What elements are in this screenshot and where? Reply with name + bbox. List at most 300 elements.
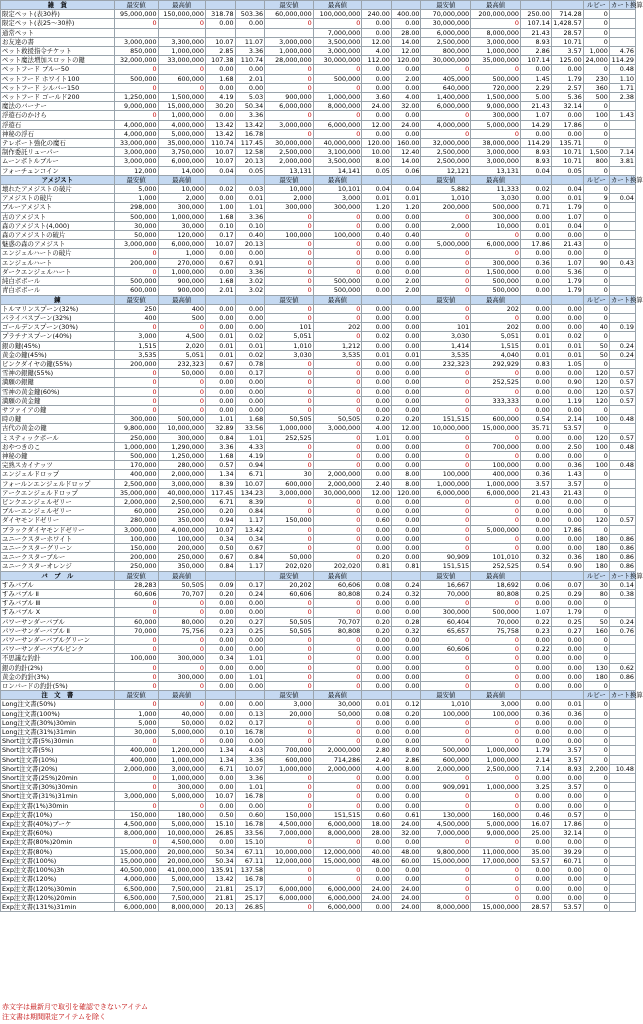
price-high-3-cell: 252,525 (471, 562, 521, 571)
price-low-3-cell: 0 (421, 774, 471, 783)
price-high-3-cell: 0 (471, 516, 521, 525)
rate-high-3-cell: 0.27 (551, 626, 583, 635)
rate-low-3-cell: 0.01 (520, 341, 551, 350)
price-low-2-cell: 7,000,000 (265, 829, 314, 838)
rate-low-2-cell: 0.00 (362, 728, 392, 737)
rate-low-2-cell: 0.00 (362, 654, 392, 663)
header-cart-rate: カート換算 (610, 1, 643, 9)
price-low-1-cell: 0 (114, 608, 158, 617)
item-name-cell: トルマリンスプーン(32%) (1, 304, 115, 313)
price-low-3-cell: 90,909 (421, 553, 471, 562)
price-low-2-cell: 0 (265, 792, 314, 801)
price-low-3-cell: 6,000,000 (421, 28, 471, 37)
rate-high-1-cell: 0.01 (235, 341, 265, 350)
rupee-cell: 0 (583, 470, 609, 479)
item-name-cell: 銀の釣針(2%) (1, 663, 115, 672)
price-low-2-cell: 3,000,000 (265, 488, 314, 497)
section-header (1, 1, 636, 10)
header-rate-high-2 (391, 1, 421, 10)
rate-high-3-cell: 0.01 (551, 341, 583, 350)
price-low-3-cell: 0 (421, 378, 471, 387)
rupee-cell: 0 (583, 497, 609, 506)
rate-high-1-cell: 0.00 (235, 65, 265, 74)
rate-high-1-cell: 0.00 (235, 387, 265, 396)
cart-rate-cell (609, 166, 635, 175)
rate-high-2-cell: 48.00 (391, 847, 421, 856)
price-low-1-cell: 32,000,000 (114, 56, 158, 65)
header-price-high-1: 最高値 (158, 175, 205, 184)
cart-rate-cell: 7.14 (609, 148, 635, 157)
rate-high-3-cell: 135.71 (551, 139, 583, 148)
cart-rate-cell (609, 645, 635, 654)
header-cart-rate: カート換算 (610, 571, 643, 580)
price-low-2-cell: 10,000 (265, 185, 314, 194)
item-name-cell: ペット魔法増加スロットの鍵 (1, 56, 115, 65)
price-high-1-cell: 250,000 (158, 553, 205, 562)
price-high-2-cell: 0 (313, 516, 362, 525)
price-high-1-cell: 2,000,000 (158, 470, 205, 479)
header-price-high-2: 最高値 (313, 691, 362, 700)
price-high-2-cell: 6,000,000 (313, 902, 362, 911)
price-high-2-cell: 0 (313, 442, 362, 451)
rate-high-2-cell: 0.00 (391, 111, 421, 120)
cart-rate-cell (609, 359, 635, 368)
rate-low-1-cell: 0.00 (205, 599, 235, 608)
price-high-2-cell: 100,000,000 (313, 10, 362, 19)
rate-low-3-cell: 28.57 (520, 902, 551, 911)
rate-low-1-cell: 0.00 (205, 774, 235, 783)
price-low-2-cell: 4,500,000 (265, 820, 314, 829)
price-high-3-cell: 11,333 (471, 185, 521, 194)
price-high-2-cell: 0 (313, 129, 362, 138)
price-low-3-cell: 0 (421, 672, 471, 681)
rate-high-1-cell: 0.00 (235, 323, 265, 332)
price-high-1-cell: 2,000 (158, 194, 205, 203)
rate-low-2-cell: 0.00 (362, 682, 392, 691)
rate-high-1-cell: 25.17 (235, 884, 265, 893)
rate-high-2-cell: 0.00 (391, 497, 421, 506)
price-low-2-cell: 2,500,000 (265, 148, 314, 157)
price-low-2-cell: 0 (265, 783, 314, 792)
rate-low-2-cell: 0.00 (362, 323, 392, 332)
rate-low-1-cell: 10.07 (205, 240, 235, 249)
rupee-cell: 500 (583, 93, 609, 102)
rate-low-1-cell: 1.01 (205, 415, 235, 424)
rate-low-1-cell: 0.67 (205, 258, 235, 267)
price-low-1-cell: 100,000 (114, 654, 158, 663)
cart-rate-cell (609, 829, 635, 838)
price-low-2-cell: 0 (265, 866, 314, 875)
price-low-3-cell: 0 (421, 249, 471, 258)
rate-high-3-cell: 0.00 (551, 516, 583, 525)
rate-low-3-cell: 0.02 (520, 185, 551, 194)
table-row (1, 774, 636, 783)
price-low-1-cell: 150,000 (114, 543, 158, 552)
rate-low-2-cell: 0.00 (362, 461, 392, 470)
header-rate-high-2 (391, 295, 421, 304)
cart-rate-cell: 0.04 (609, 194, 635, 203)
price-high-2-cell: 0 (313, 875, 362, 884)
price-high-2-cell: 0 (313, 387, 362, 396)
price-high-3-cell: 0 (471, 507, 521, 516)
rate-high-1-cell: 0.00 (235, 682, 265, 691)
rate-low-2-cell: 2.40 (362, 755, 392, 764)
rate-high-3-cell: 10.71 (551, 37, 583, 46)
price-high-1-cell: 900,000 (158, 286, 205, 295)
price-low-2-cell: 0 (265, 304, 314, 313)
price-high-2-cell: 0 (313, 249, 362, 258)
item-name-cell: すみバブル (1, 580, 115, 589)
price-high-3-cell: 5,000,000 (471, 120, 521, 129)
item-name-cell: Short注文書(5%) (1, 746, 115, 755)
rate-high-3-cell: 21.43 (551, 488, 583, 497)
rate-high-2-cell: 0.81 (391, 562, 421, 571)
rupee-cell: 0 (583, 10, 609, 19)
rate-low-1-cell: 1.34 (205, 746, 235, 755)
rate-high-2-cell: 8.00 (391, 746, 421, 755)
rate-high-3-cell: 32.14 (551, 102, 583, 111)
rate-low-3-cell: 0.25 (520, 590, 551, 599)
rate-low-3-cell: 0.54 (520, 415, 551, 424)
header-rate-high-1 (235, 571, 265, 580)
rate-low-3-cell: 0.00 (520, 893, 551, 902)
cart-rate-cell (609, 405, 635, 414)
header-rupee: ルピー (583, 691, 609, 700)
item-name-cell: Long注文書(50%) (1, 700, 115, 709)
table-row (1, 442, 636, 451)
rate-low-2-cell: 0.24 (362, 590, 392, 599)
price-low-2-cell: 0 (265, 405, 314, 414)
price-low-2-cell: 3,000,000 (265, 120, 314, 129)
cart-rate-cell (609, 654, 635, 663)
rupee-cell: 0 (583, 755, 609, 764)
rupee-cell: 0 (583, 185, 609, 194)
rate-high-2-cell: 160.00 (391, 139, 421, 148)
price-low-2-cell: 0 (265, 525, 314, 534)
price-high-1-cell: 0 (158, 737, 205, 746)
rupee-cell: 0 (583, 451, 609, 460)
rate-high-2-cell: 0.00 (391, 525, 421, 534)
rate-low-2-cell: 0.00 (362, 396, 392, 405)
rate-low-1-cell: 0.00 (205, 313, 235, 322)
rate-low-3-cell: 21.43 (520, 28, 551, 37)
price-low-2-cell: 0 (265, 461, 314, 470)
table-row (1, 562, 636, 571)
rate-high-3-cell: 0.00 (551, 369, 583, 378)
price-high-1-cell: 5,000,000 (158, 728, 205, 737)
header-price-low-1: 最安値 (114, 571, 158, 580)
table-row (1, 212, 636, 221)
price-high-1-cell: 6,000,000 (158, 240, 205, 249)
price-high-3-cell: 1,500,000 (471, 267, 521, 276)
rate-low-1-cell: 0.50 (205, 543, 235, 552)
price-high-1-cell: 300,000 (158, 433, 205, 442)
price-high-3-cell: 5,000,000 (471, 525, 521, 534)
price-low-1-cell: 600,000 (114, 286, 158, 295)
rate-high-3-cell: 0.05 (551, 166, 583, 175)
price-low-2-cell: 1,000,000 (265, 47, 314, 56)
rate-low-2-cell: 0.60 (362, 810, 392, 819)
rate-high-1-cell: 16.78 (235, 875, 265, 884)
rate-high-1-cell: 0.91 (235, 258, 265, 267)
rate-low-2-cell: 0.00 (362, 387, 392, 396)
price-high-3-cell: 1,000,000 (471, 47, 521, 56)
price-high-2-cell: 202,020 (313, 562, 362, 571)
price-high-2-cell: 0 (313, 737, 362, 746)
rate-low-1-cell: 110.74 (205, 139, 235, 148)
rate-low-2-cell: 8.00 (362, 157, 392, 166)
rupee-cell: 0 (583, 737, 609, 746)
rate-high-1-cell: 0.00 (235, 304, 265, 313)
price-high-3-cell: 17,000,000 (471, 856, 521, 865)
rate-high-3-cell: 0.00 (551, 663, 583, 672)
table-row (1, 323, 636, 332)
cart-rate-cell: 10.48 (609, 764, 635, 773)
rate-low-2-cell: 0.00 (362, 19, 392, 28)
header-price-high-3: 最高値 (471, 571, 521, 580)
price-low-3-cell: 2,000,000 (421, 764, 471, 773)
item-name-cell: ペットフード ブルー50 (1, 65, 115, 74)
price-low-1-cell: 4,500,000 (114, 820, 158, 829)
price-high-3-cell: 38,000,000 (471, 139, 521, 148)
rate-high-2-cell: 0.00 (391, 433, 421, 442)
cart-rate-cell: 0.38 (609, 590, 635, 599)
price-high-3-cell: 300,000 (471, 111, 521, 120)
rate-low-2-cell: 0.40 (362, 231, 392, 240)
table-row (1, 56, 636, 65)
rate-low-2-cell: 0.00 (362, 341, 392, 350)
rate-low-1-cell: 0.00 (205, 267, 235, 276)
price-high-1-cell: 40,000 (158, 709, 205, 718)
rate-high-3-cell: 0.00 (551, 774, 583, 783)
rate-high-2-cell: 0.00 (391, 378, 421, 387)
rate-high-2-cell: 8.00 (391, 479, 421, 488)
rate-high-2-cell: 28.00 (391, 28, 421, 37)
cart-rate-cell (609, 838, 635, 847)
rate-high-3-cell: 39.29 (551, 847, 583, 856)
rate-low-2-cell: 0.00 (362, 866, 392, 875)
price-high-3-cell: 500,000 (471, 74, 521, 83)
rate-low-2-cell: 0.00 (362, 525, 392, 534)
rate-high-1-cell: 0.17 (235, 369, 265, 378)
price-high-1-cell: 500,000 (158, 415, 205, 424)
rate-low-1-cell: 0.34 (205, 534, 235, 543)
price-low-2-cell: 60,606 (265, 590, 314, 599)
rate-low-1-cell: 0.00 (205, 83, 235, 92)
rate-low-3-cell: 0.00 (520, 599, 551, 608)
rate-high-2-cell: 0.00 (391, 387, 421, 396)
header-cart-rate: カート換算 (610, 691, 643, 700)
rupee-cell: 0 (583, 332, 609, 341)
table-row (1, 387, 636, 396)
price-high-3-cell: 720,000 (471, 83, 521, 92)
rupee-cell: 0 (583, 166, 609, 175)
rate-low-1-cell: 0.23 (205, 626, 235, 635)
item-name-cell: Exp注文書(100%) (1, 856, 115, 865)
price-high-3-cell: 1,000,000 (471, 755, 521, 764)
rate-high-1-cell: 0.60 (235, 810, 265, 819)
table-row (1, 111, 636, 120)
price-high-1-cell: 1,200,000 (158, 746, 205, 755)
rupee-cell: 90 (583, 258, 609, 267)
price-low-1-cell: 0 (114, 774, 158, 783)
rate-low-3-cell: 8.93 (520, 157, 551, 166)
price-high-2-cell: 0 (313, 783, 362, 792)
header-rate-high-1 (235, 175, 265, 184)
price-low-1-cell: 250 (114, 304, 158, 313)
rate-high-2-cell: 0.00 (391, 369, 421, 378)
price-low-1-cell: 9,000,000 (114, 102, 158, 111)
price-low-2-cell: 3,030 (265, 350, 314, 359)
rate-high-1-cell: 1.17 (235, 516, 265, 525)
item-name-cell: Exp注文書(80%) (1, 847, 115, 856)
rate-high-2-cell: 24.00 (391, 902, 421, 911)
cart-rate-cell (609, 221, 635, 230)
rate-high-1-cell: 0.02 (235, 332, 265, 341)
price-high-3-cell: 200,000,000 (471, 10, 521, 19)
price-low-3-cell: 0 (421, 433, 471, 442)
rate-high-1-cell: 1.01 (235, 783, 265, 792)
price-low-3-cell: 1,400,000 (421, 93, 471, 102)
rate-low-1-cell: 0.00 (205, 737, 235, 746)
rate-low-1-cell: 0.01 (205, 332, 235, 341)
rupee-cell: 230 (583, 74, 609, 83)
price-high-2-cell: 0 (313, 636, 362, 645)
rupee-cell: 120 (583, 396, 609, 405)
price-high-1-cell: 0 (158, 19, 205, 28)
price-low-2-cell: 300,000 (265, 203, 314, 212)
rate-high-1-cell: 10.07 (235, 479, 265, 488)
table-row (1, 783, 636, 792)
rate-high-2-cell: 0.00 (391, 608, 421, 617)
price-low-2-cell: 0 (265, 599, 314, 608)
price-low-1-cell: 280,000 (114, 516, 158, 525)
price-low-1-cell: 0 (114, 396, 158, 405)
header-rate-high-1 (235, 691, 265, 700)
rate-high-1-cell: 0.01 (235, 194, 265, 203)
price-high-3-cell: 0 (471, 369, 521, 378)
price-high-1-cell: 300,000 (158, 783, 205, 792)
item-name-cell: Exp注文書(120%) (1, 875, 115, 884)
cart-rate-cell (609, 718, 635, 727)
rate-low-2-cell: 10.00 (362, 148, 392, 157)
header-price-high-1: 最高値 (158, 691, 205, 700)
rate-low-1-cell: 0.94 (205, 516, 235, 525)
price-high-2-cell: 30,000,000 (313, 488, 362, 497)
rate-low-1-cell: 1.34 (205, 470, 235, 479)
rate-high-2-cell: 60.00 (391, 856, 421, 865)
rate-low-1-cell: 0.00 (205, 19, 235, 28)
price-low-1-cell: 200,000 (114, 359, 158, 368)
price-high-3-cell: 100,000 (471, 461, 521, 470)
rate-high-2-cell: 0.06 (391, 166, 421, 175)
rupee-cell: 800 (583, 157, 609, 166)
price-high-2-cell: 3,000 (313, 194, 362, 203)
price-high-3-cell: 0 (471, 433, 521, 442)
cart-rate-cell: 0.57 (609, 369, 635, 378)
rate-low-1-cell: 0.50 (205, 810, 235, 819)
rate-high-3-cell: 1.07 (551, 212, 583, 221)
rate-high-3-cell: 0.90 (551, 378, 583, 387)
price-high-2-cell: 50,000 (313, 709, 362, 718)
cart-rate-cell (609, 801, 635, 810)
price-low-1-cell: 3,535 (114, 350, 158, 359)
price-low-2-cell: 150,000 (265, 516, 314, 525)
price-high-3-cell: 3,000,000 (471, 157, 521, 166)
price-low-2-cell: 700,000 (265, 746, 314, 755)
rate-high-2-cell: 0.00 (391, 129, 421, 138)
price-high-3-cell: 0 (471, 645, 521, 654)
rupee-cell: 50 (583, 341, 609, 350)
rate-high-1-cell: 0.40 (235, 231, 265, 240)
rate-high-3-cell: 5.36 (551, 93, 583, 102)
rate-high-3-cell: 53.57 (551, 902, 583, 911)
header-price-low-3: 最安値 (421, 295, 471, 304)
price-low-3-cell: 0 (421, 387, 471, 396)
cart-rate-cell (609, 212, 635, 221)
table-row (1, 396, 636, 405)
header-rupee: ルピー (583, 1, 609, 10)
rate-high-3-cell: 0.36 (551, 553, 583, 562)
rate-low-3-cell: 0.23 (520, 626, 551, 635)
rate-low-3-cell: 3.57 (520, 479, 551, 488)
price-low-3-cell: 0 (421, 396, 471, 405)
rupee-cell: 0 (583, 838, 609, 847)
rate-low-2-cell: 24.00 (362, 884, 392, 893)
item-name-cell: 神秘の鍵 (1, 451, 115, 460)
price-low-1-cell: 0 (114, 783, 158, 792)
price-low-3-cell: 0 (421, 451, 471, 460)
price-high-1-cell: 7,500,000 (158, 884, 205, 893)
rate-low-3-cell: 0.00 (520, 497, 551, 506)
rate-low-3-cell: 0.71 (520, 203, 551, 212)
rate-high-1-cell: 0.78 (235, 359, 265, 368)
table-row (1, 746, 636, 755)
price-high-3-cell: 100,000 (471, 709, 521, 718)
rate-low-2-cell: 0.00 (362, 672, 392, 681)
price-high-3-cell: 202 (471, 304, 521, 313)
price-high-1-cell: 6,000,000 (158, 157, 205, 166)
price-low-2-cell: 0 (265, 451, 314, 460)
price-high-1-cell: 500 (158, 313, 205, 322)
price-low-1-cell: 1,000 (114, 709, 158, 718)
table-row (1, 829, 636, 838)
rate-low-1-cell: 0.67 (205, 553, 235, 562)
price-low-2-cell: 0 (265, 313, 314, 322)
table-row (1, 507, 636, 516)
header-rupee: ルピー (583, 295, 609, 304)
rate-high-3-cell: 1.43 (551, 470, 583, 479)
cart-rate-cell (609, 746, 635, 755)
table-row (1, 148, 636, 157)
table-row (1, 479, 636, 488)
price-high-1-cell: 5,000,000 (158, 875, 205, 884)
price-high-1-cell: 1,000,000 (158, 774, 205, 783)
rupee-cell: 0 (583, 277, 609, 286)
price-low-1-cell: 2,500,000 (114, 479, 158, 488)
rate-high-3-cell: 0.36 (551, 461, 583, 470)
table-row (1, 543, 636, 552)
header-rate-high-2 (391, 175, 421, 184)
rate-low-3-cell: 0.36 (520, 709, 551, 718)
price-high-2-cell: 6,000,000 (313, 820, 362, 829)
price-low-3-cell: 151,515 (421, 415, 471, 424)
price-high-2-cell: 0 (313, 774, 362, 783)
rate-high-2-cell: 12.00 (391, 47, 421, 56)
rate-low-1-cell: 32.89 (205, 424, 235, 433)
rate-high-3-cell: 0.00 (551, 534, 583, 543)
rate-high-1-cell: 5.03 (235, 93, 265, 102)
